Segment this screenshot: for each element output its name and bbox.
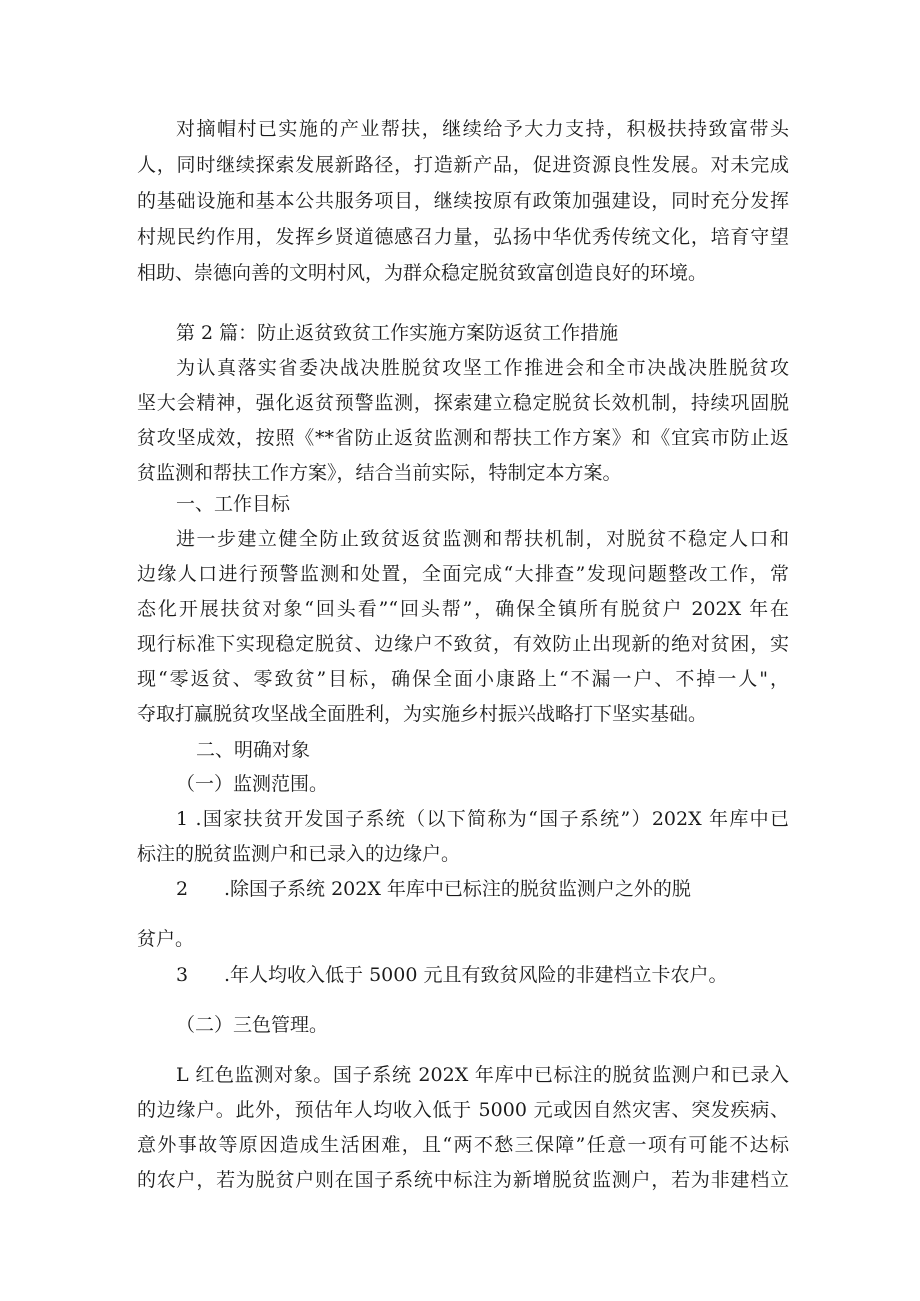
red-monitoring-line: 意外事故等原因造成生活困难，且“两不愁三保障”任意一项有可能不达标: [137, 1134, 789, 1156]
intro-line: 贫攻坚成效，按照《**省防止返贫监测和帮扶工作方案》和《宜宾市防止返: [137, 427, 789, 449]
goal-line: 进一步建立健全防止致贫返贫监测和帮扶机制，对脱贫不稳定人口和: [176, 528, 789, 550]
goal-line: 夺取打赢脱贫攻坚战全面胜利，为实施乡村振兴战略打下坚实基础。: [137, 703, 708, 725]
scope-item-2-text: .除国子系统 202X 年库中已标注的脱贫监测户之外的脱: [224, 878, 691, 900]
heading-targets: 二、明确对象: [196, 739, 311, 761]
prev-paragraph-line: 的基础设施和基本公共服务项目，继续按原有政策加强建设，同时充分发挥: [137, 190, 789, 212]
scope-item-3: [176, 962, 727, 988]
article-title: 第 2 篇：防止返贫致贫工作实施方案防返贫工作措施: [176, 322, 619, 344]
goal-line: 现“零返贫、零致贫”目标，确保全面小康路上“不漏一户、不掉一人"，: [137, 668, 789, 690]
scope-item-3-text: .年人均收入低于 5000 元且有致贫风险的非建档立卡农户。: [224, 964, 728, 986]
scope-item-1-line: 标注的脱贫监测户和已录入的边缘户。: [137, 843, 461, 865]
red-monitoring-line: L 红色监测对象。国子系统 202X 年库中已标注的脱贫监测户和已录入: [176, 1064, 789, 1086]
scope-item-2-continuation: 贫户。: [137, 928, 195, 950]
prev-paragraph-line: 对摘帽村已实施的产业帮扶，继续给予大力支持，积极扶持致富带头: [176, 118, 789, 140]
scope-item-2: [176, 876, 691, 902]
goal-line: 态化开展扶贫对象“回头看”“回头帮”，确保全镇所有脱贫户 202X 年在: [137, 598, 789, 620]
red-monitoring-line: 的农户，若为脱贫户则在国子系统中标注为新增脱贫监测户，若为非建档立: [137, 1169, 789, 1191]
red-monitoring-line: 的边缘户。此外，预估年人均收入低于 5000 元或因自然灾害、突发疾病、: [137, 1099, 789, 1121]
scope-item-3-number: 3: [176, 964, 189, 986]
scope-item-1-line: 1 .国家扶贫开发国子系统（以下简称为“国子系统”）202X 年库中已: [176, 808, 789, 830]
goal-line: 现行标准下实现稳定脱贫、边缘户不致贫，有效防止出现新的绝对贫困，实: [137, 633, 789, 655]
subheading-three-color-management: （二）三色管理。: [176, 1014, 329, 1036]
prev-paragraph-line: 相助、崇德向善的文明村风，为群众稳定脱贫致富创造良好的环境。: [137, 262, 708, 284]
prev-paragraph-line: 村规民约作用，发挥乡贤道德感召力量，弘扬中华优秀传统文化，培育守望: [137, 226, 789, 248]
prev-paragraph-line: 人，同时继续探索发展新路径，打造新产品，促进资源良性发展。对未完成: [137, 154, 789, 176]
intro-line: 贫监测和帮扶工作方案》，结合当前实际，特制定本方案。: [137, 462, 622, 484]
heading-work-goal: 一、工作目标: [176, 493, 291, 515]
subheading-monitoring-scope: （一）监测范围。: [176, 773, 329, 795]
scope-item-2-number: 2: [176, 878, 189, 900]
intro-line: 坚大会精神，强化返贫预警监测，探索建立稳定脱贫长效机制，持续巩固脱: [137, 392, 789, 414]
intro-line: 为认真落实省委决战决胜脱贫攻坚工作推进会和全市决战决胜脱贫攻: [176, 357, 789, 379]
goal-line: 边缘人口进行预警监测和处置，全面完成“大排查”发现问题整改工作，常: [137, 563, 789, 585]
